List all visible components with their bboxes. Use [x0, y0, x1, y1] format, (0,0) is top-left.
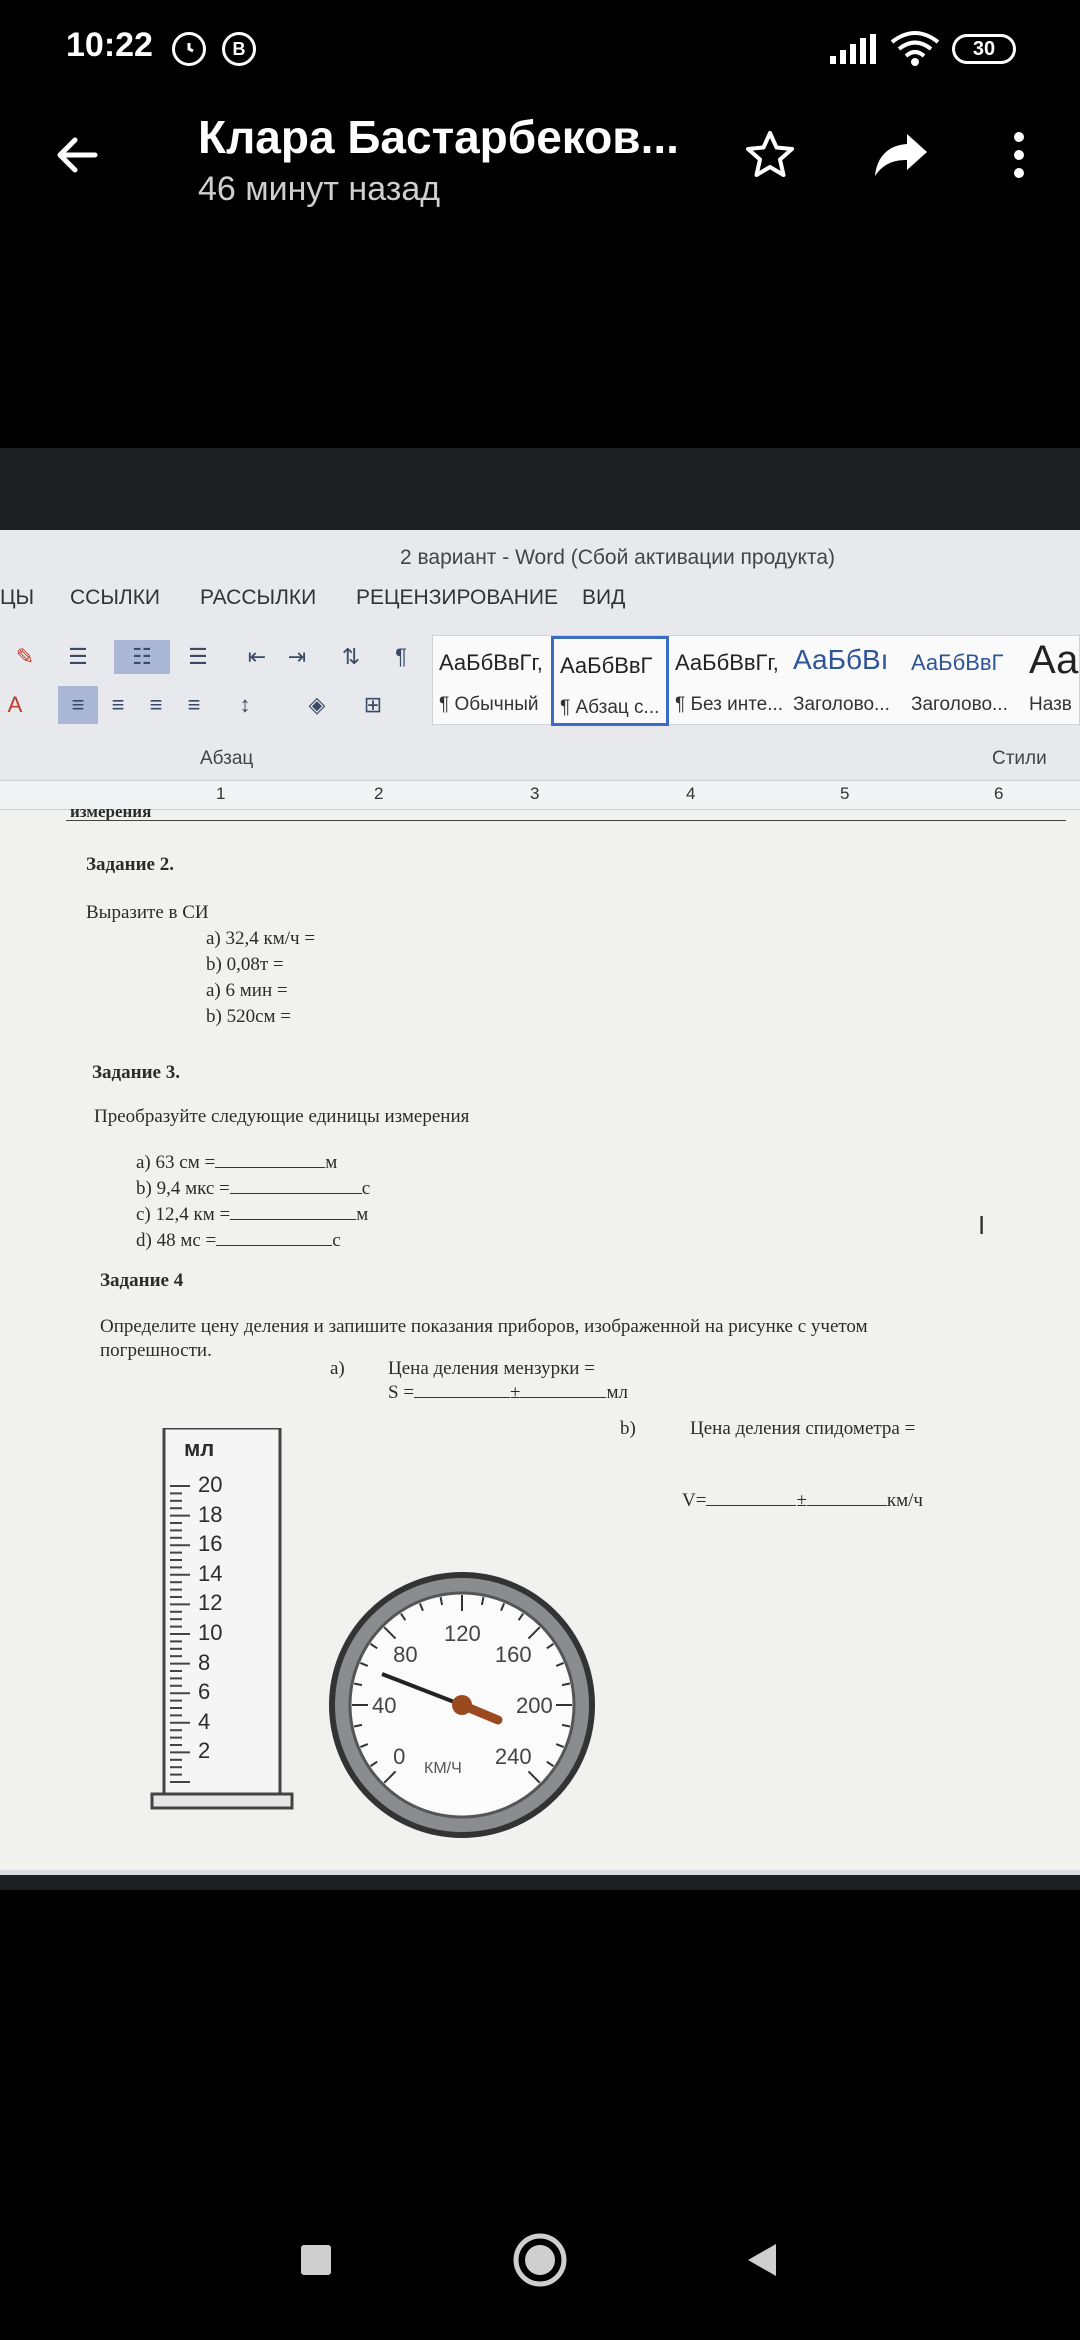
- task4-prompt: Определите цену деления и запишите показания приборов, изображенной на рисунке с учетом: [100, 1316, 868, 1337]
- speedo-mark: 80: [393, 1642, 418, 1668]
- ruler-number: 1: [216, 784, 226, 803]
- answer-blank: [414, 1384, 510, 1398]
- clock: 10:22: [66, 26, 153, 64]
- format-painter-icon[interactable]: ✎: [15, 644, 35, 669]
- style-name: ¶ Обычный: [439, 694, 539, 715]
- align-left-icon[interactable]: ≡: [58, 686, 98, 724]
- answer-blank: [216, 1232, 332, 1246]
- task3-item-unit: м: [325, 1152, 338, 1173]
- shading-icon[interactable]: ◈: [308, 692, 326, 717]
- back-triangle-icon[interactable]: [722, 2220, 802, 2300]
- speedo-mark: 200: [516, 1693, 553, 1718]
- ruler: [0, 780, 1080, 810]
- signal-icon: [830, 34, 876, 68]
- task2-title: Задание 2.: [86, 854, 174, 875]
- tab-references[interactable]: ССЫЛКИ: [70, 586, 161, 609]
- answer-blank: [520, 1384, 606, 1398]
- answer-blank: [215, 1154, 325, 1168]
- task4-prompt-line2: погрешности.: [100, 1340, 212, 1361]
- chat-title: Клара Бастарбеков...: [198, 111, 679, 163]
- style-sample: АаБбВвГг,: [439, 650, 543, 675]
- task4-a-line1: Цена деления мензурки =: [388, 1358, 595, 1379]
- divider: [66, 820, 1066, 821]
- ruler-number: 3: [530, 784, 540, 803]
- speedo-mark: 120: [444, 1621, 481, 1646]
- speedo-mark: 240: [494, 1743, 532, 1769]
- ruler-number: 5: [840, 784, 850, 803]
- style-heading-1[interactable]: [787, 636, 905, 726]
- cylinder-mark: 12: [198, 1590, 223, 1616]
- home-circle-icon[interactable]: [500, 2220, 580, 2300]
- cut-heading: измерения: [70, 802, 152, 821]
- pilcrow-icon[interactable]: ¶: [395, 644, 407, 669]
- style-name: ¶ Абзац с...: [560, 697, 660, 718]
- unit: км/ч: [886, 1490, 923, 1511]
- task3-item-label: b) 9,4 мкс =: [136, 1178, 230, 1199]
- task3-item: [136, 1204, 368, 1226]
- task4-b-line1: Цена деления спидометра =: [690, 1418, 916, 1439]
- unit: мл: [606, 1382, 628, 1403]
- monitor-screen: [0, 530, 1080, 1875]
- speedo-mark: 40: [372, 1693, 397, 1718]
- window-title: 2 вариант - Word (Сбой активации продукта): [400, 546, 836, 569]
- align-right-icon[interactable]: ≡: [149, 692, 163, 717]
- cylinder-mark: 14: [198, 1560, 223, 1586]
- ruler-number: 6: [994, 784, 1004, 803]
- task2-item: а) 6 мин =: [206, 980, 288, 1001]
- document-page[interactable]: [0, 802, 1080, 1870]
- star-icon[interactable]: [735, 120, 805, 190]
- speedometer: [322, 1570, 602, 1840]
- speedo-mark: 0: [393, 1743, 406, 1769]
- cylinder-mark: 6: [198, 1679, 211, 1705]
- v-label: V=: [682, 1490, 707, 1511]
- style-normal[interactable]: [433, 636, 551, 726]
- group-label-paragraph: Абзац: [200, 748, 254, 769]
- task2-item: а) 32,4 км/ч =: [206, 928, 316, 949]
- cylinder-mark: 20: [198, 1472, 223, 1497]
- tab-review[interactable]: РЕЦЕНЗИРОВАНИЕ: [356, 586, 558, 609]
- task4-a-line2: [388, 1382, 628, 1404]
- alarm-icon: [172, 32, 206, 66]
- increase-indent-icon[interactable]: ⇥: [287, 644, 307, 669]
- plus-minus: ±: [796, 1490, 807, 1511]
- measuring-cylinder: [150, 1428, 340, 1828]
- cylinder-mark: 4: [198, 1708, 211, 1734]
- wifi-icon: [890, 30, 940, 70]
- task3-item-label: a) 63 см =: [136, 1152, 216, 1173]
- sort-icon[interactable]: ⇅: [341, 644, 361, 669]
- recents-square-icon[interactable]: [276, 2220, 356, 2300]
- tab-mailings[interactable]: РАССЫЛКИ: [200, 586, 317, 609]
- battery-indicator: 30: [952, 34, 1016, 64]
- group-label-styles: Стили: [992, 748, 1047, 769]
- borders-icon[interactable]: ⊞: [363, 692, 383, 717]
- task3-item: [136, 1230, 341, 1252]
- answer-blank: [706, 1492, 796, 1506]
- ruler-number: 4: [686, 784, 696, 803]
- task4-b-label: b): [620, 1418, 636, 1439]
- task3-item-label: c) 12,4 км =: [136, 1204, 231, 1225]
- bullets-icon[interactable]: ☰: [68, 644, 88, 669]
- align-center-icon[interactable]: ≡: [111, 692, 125, 717]
- style-name: Заголово...: [911, 694, 1008, 715]
- task4-b-line2: [682, 1490, 923, 1512]
- style-title[interactable]: [1023, 636, 1080, 726]
- numbering-icon[interactable]: ☷: [114, 640, 170, 674]
- task3-item: [136, 1178, 370, 1200]
- styles-gallery: [432, 635, 1080, 725]
- font-color-icon[interactable]: A: [7, 692, 23, 717]
- style-name: Назв: [1029, 694, 1072, 715]
- cylinder-mark: 18: [198, 1501, 223, 1527]
- task3-item-unit: с: [332, 1230, 341, 1251]
- s-label: S =: [388, 1382, 415, 1403]
- tab-view[interactable]: ВИД: [582, 586, 626, 609]
- style-sample: Аа: [1029, 638, 1079, 682]
- task2-item: b) 520см =: [206, 1006, 291, 1027]
- cylinder-unit: мл: [184, 1436, 215, 1461]
- task4-title: Задание 4: [100, 1270, 184, 1291]
- message-time: 46 минут назад: [198, 170, 441, 208]
- style-sample: АаБбВвГ: [560, 653, 653, 678]
- multilevel-list-icon[interactable]: ☰: [188, 644, 208, 669]
- ruler-number: 2: [374, 784, 384, 803]
- task2-prompt: Выразите в СИ: [86, 902, 209, 923]
- cylinder-mark: 8: [198, 1649, 211, 1675]
- cylinder-mark: 2: [198, 1738, 211, 1764]
- speedo-unit: КМ/Ч: [424, 1760, 462, 1777]
- task3-item-label: d) 48 мс =: [136, 1230, 217, 1251]
- text-cursor-icon: I: [978, 1210, 986, 1240]
- task3-title: Задание 3.: [92, 1062, 180, 1083]
- style-no-spacing[interactable]: [669, 636, 787, 726]
- answer-blank: [807, 1492, 887, 1506]
- task3-item-unit: м: [356, 1204, 369, 1225]
- speedo-mark: 160: [494, 1642, 532, 1668]
- task3-item-unit: с: [361, 1178, 371, 1199]
- app-bar: [0, 100, 1080, 220]
- status-bar: [0, 0, 1080, 100]
- cylinder-mark: 10: [198, 1620, 223, 1645]
- style-sample: АаБбВвГ: [911, 650, 1004, 675]
- task3-item: [136, 1152, 337, 1174]
- style-sample: АаБбВвГг,: [675, 650, 779, 675]
- cylinder-mark: 16: [198, 1531, 223, 1557]
- tab-partial[interactable]: ЦЫ: [0, 586, 35, 609]
- style-heading-2[interactable]: [905, 636, 1023, 726]
- line-spacing-icon[interactable]: ↕: [239, 692, 251, 717]
- style-list-paragraph[interactable]: [551, 636, 669, 726]
- back-arrow-icon[interactable]: [42, 120, 112, 190]
- more-vertical-icon[interactable]: [984, 120, 1054, 190]
- justify-icon[interactable]: ≡: [187, 692, 201, 717]
- navigation-bar: [0, 2200, 1080, 2340]
- style-name: ¶ Без инте...: [675, 694, 784, 715]
- answer-blank: [230, 1206, 356, 1220]
- decrease-indent-icon[interactable]: ⇤: [247, 644, 267, 669]
- attached-photo[interactable]: [0, 448, 1080, 1890]
- style-name: Заголово...: [793, 694, 890, 715]
- plus-minus: ±: [510, 1382, 521, 1403]
- answer-blank: [230, 1180, 362, 1194]
- task4-a-label: а): [330, 1358, 345, 1379]
- b-badge-icon: B: [222, 32, 256, 66]
- task2-item: b) 0,08т =: [206, 954, 284, 975]
- task3-prompt: Преобразуйте следующие единицы измерения: [94, 1106, 470, 1127]
- style-sample: АаБбВı: [793, 644, 889, 675]
- share-icon[interactable]: [866, 120, 936, 190]
